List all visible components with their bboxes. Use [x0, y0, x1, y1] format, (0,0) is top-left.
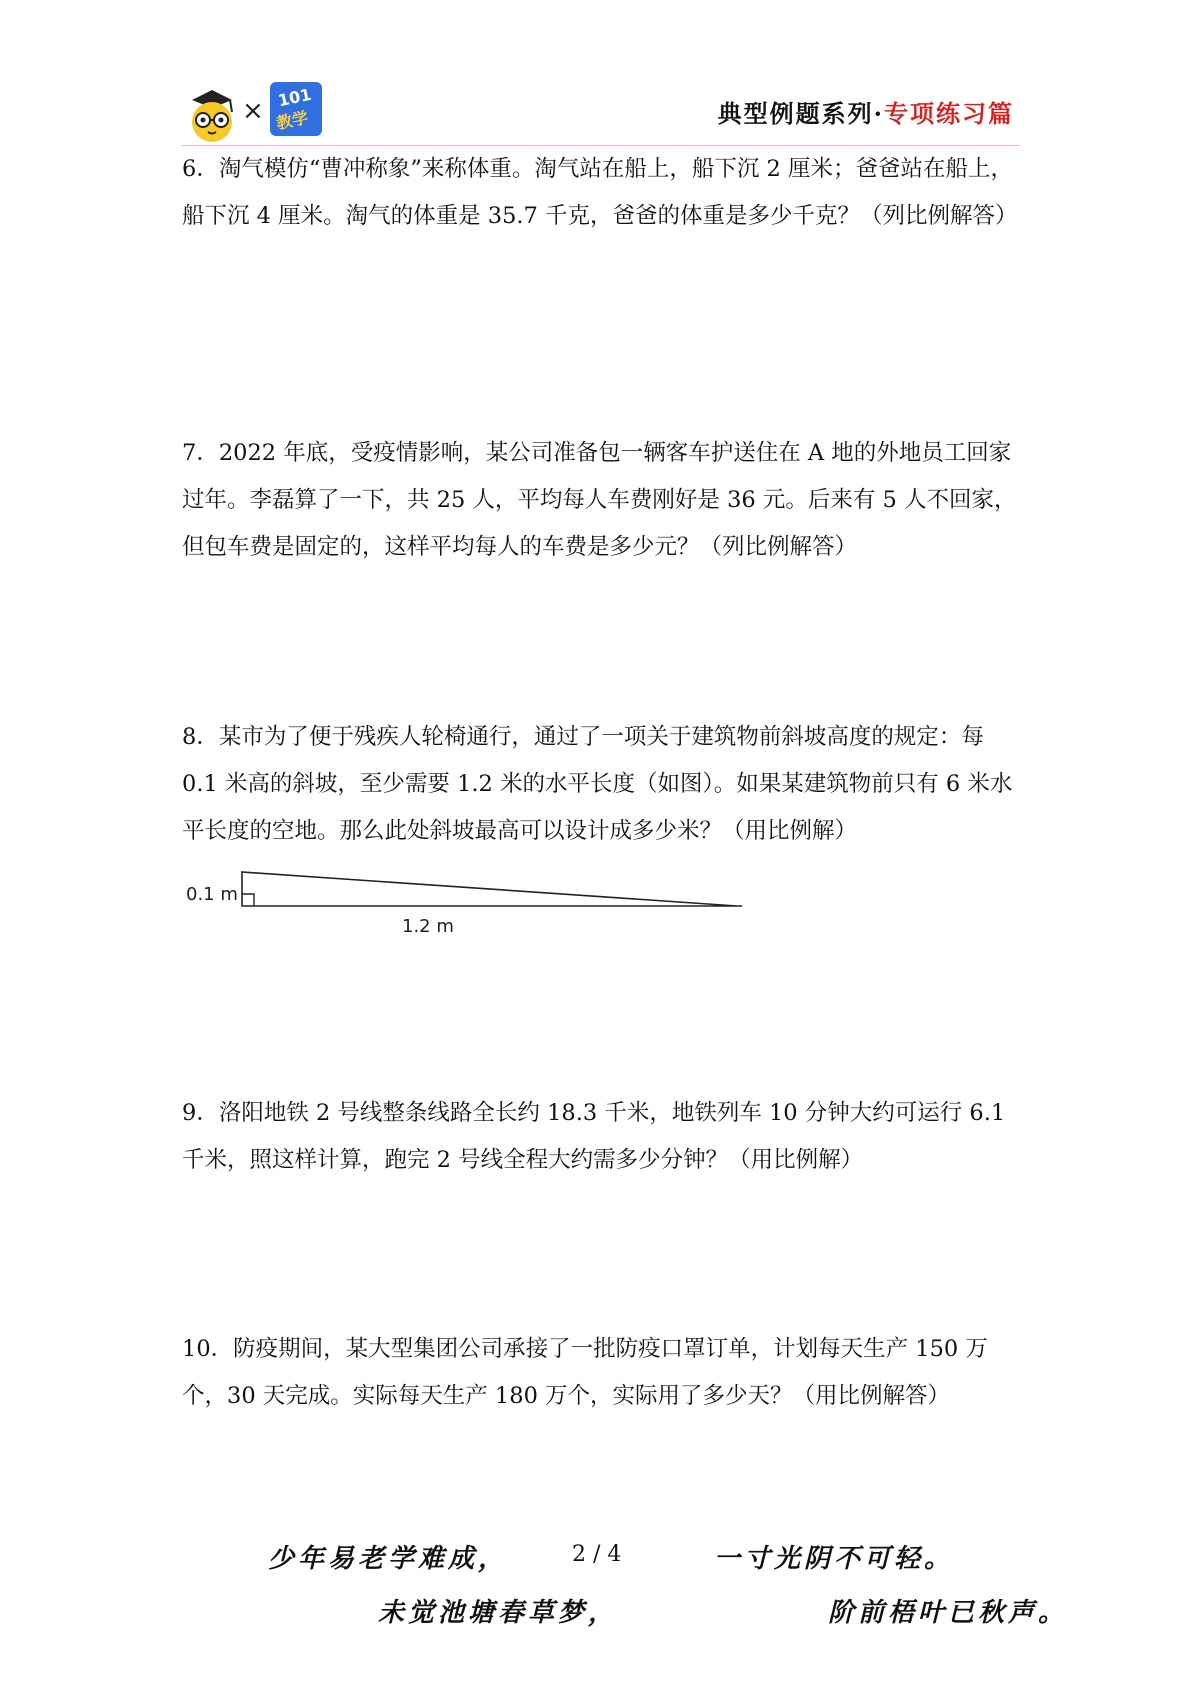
slope-height-label: 0.1 m — [186, 884, 238, 905]
question-9: 9．洛阳地铁 2 号线整条线路全长约 18.3 千米，地铁列车 10 分钟大约可运行 6.1 千米，照这样计算，跑完 2 号线全程大约需多少分钟？（用比例解） — [182, 1100, 1006, 1173]
series-title — [718, 94, 1014, 129]
slope-length-label: 1.2 m — [402, 916, 454, 937]
brand-101-number: 101 — [276, 84, 314, 111]
question-6: 6．淘气模仿“曹冲称象”来称体重。淘气站在船上，船下沉 2 厘米；爸爸站在船上，船下沉 4 厘米。淘气的体重是 35.7 千克，爸爸的体重是多少千克？（列比例解答） — [182, 156, 1018, 229]
poem-line1-left: 少年易老学难成， — [268, 1544, 509, 1574]
brand-101-text: 教学 — [274, 107, 310, 134]
right-angle-mark — [242, 894, 254, 906]
poem-line2-right: 阶前梧叶已秋声。 — [828, 1598, 1069, 1628]
question-10: 10．防疫期间，某大型集团公司承接了一批防疫口罩订单，计划每天生产 150 万个，30 天完成。实际每天生产 180 万个，实际用了多少天？（用比例解答） — [182, 1336, 988, 1409]
slope-triangle — [242, 872, 737, 906]
slope-diagram — [182, 862, 742, 942]
question-7: 7．2022 年底，受疫情影响，某公司准备包一辆客车护送住在 A 地的外地员工回家过年。李磊算了一下，共 25 人，平均每人车费刚好是 36 元。后来有 5 人不回家，但包车费是固定的，这样平均每人的车费是多少元？（列比例解答） — [182, 440, 1017, 560]
owl-mascot-icon — [186, 86, 238, 142]
poem-line2-left: 未觉池塘春草梦， — [378, 1598, 619, 1628]
logo-times-sign: × — [242, 96, 264, 126]
brand-101-logo — [270, 82, 322, 136]
question-8: 8．某市为了便于残疾人轮椅通行，通过了一项关于建筑物前斜坡高度的规定：每 0.1 米高的斜坡，至少需要 1.2 米的水平长度（如图）。如果某建筑物前只有 6 米水平长度的空地。那么此处斜坡最高可以设计成多少米？（用比例解） — [182, 724, 1013, 844]
poem-line1-right: 一寸光阴不可轻。 — [714, 1544, 955, 1574]
page-header — [182, 80, 1020, 146]
series-title-accent: 专项练习篇 — [884, 99, 1014, 128]
series-title-main: 典型例题系列· — [717, 99, 884, 128]
page-number: 2 / 4 — [572, 1542, 622, 1567]
